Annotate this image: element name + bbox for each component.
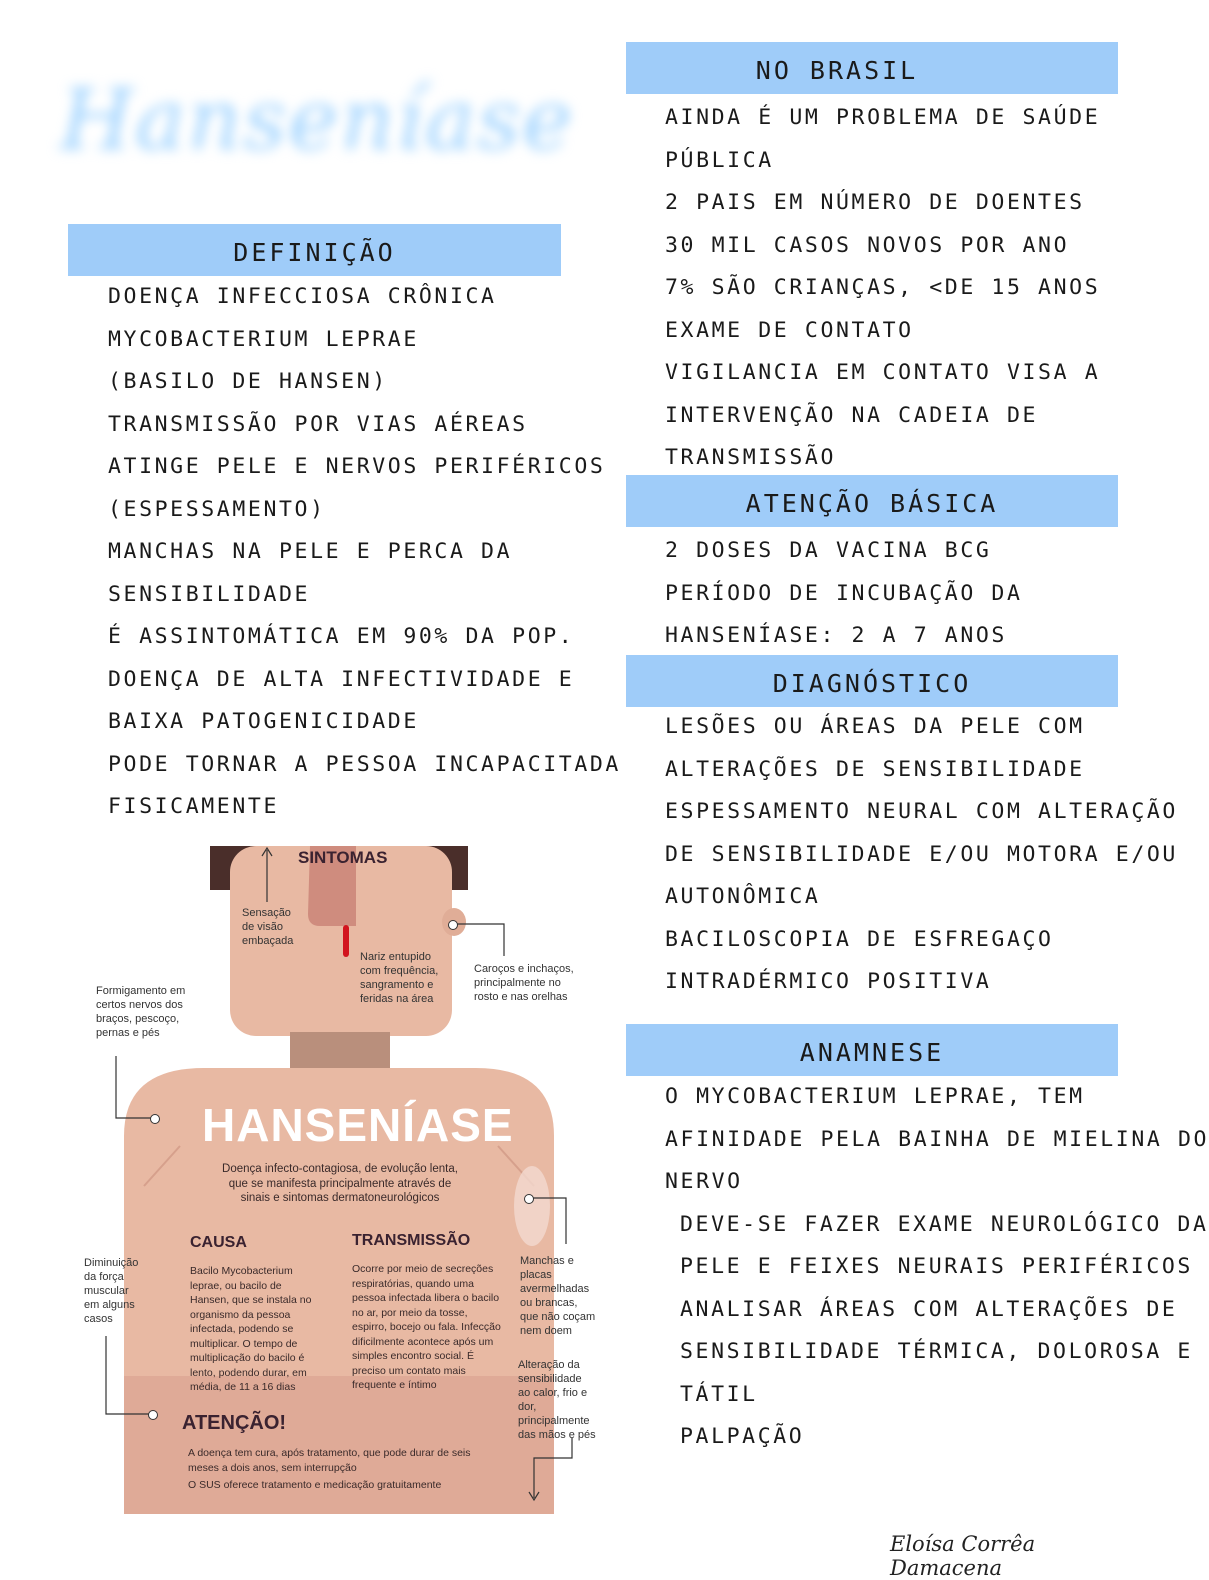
- list-item: (BASILO DE HANSEN): [108, 369, 388, 394]
- list-item: SENSIBILIDADE TÉRMICA, DOLOROSA E: [680, 1339, 1193, 1364]
- causa-title: CAUSA: [190, 1234, 247, 1251]
- diagnostico-header: DIAGNÓSTICO: [626, 655, 1118, 707]
- hanseniase-title: HANSENÍASE: [202, 1099, 514, 1151]
- list-item: DE SENSIBILIDADE E/OU MOTORA E/OU: [665, 841, 1178, 867]
- formigamento-label: Formigamento em certos nervos dos braços, pescoço, pernas e pés: [96, 985, 186, 1039]
- atencao-basica-list: [665, 530, 1023, 658]
- diagnostico-list: [665, 706, 1178, 1004]
- list-item: TÁTIL: [680, 1381, 758, 1407]
- list-item: DEVE-SE FAZER EXAME NEUROLÓGICO DA: [680, 1211, 1209, 1237]
- list-item: FISICAMENTE: [108, 794, 279, 819]
- list-item: PERÍODO DE INCUBAÇÃO DA: [665, 580, 1023, 606]
- transmissao-title: TRANSMISSÃO: [352, 1232, 471, 1249]
- visao-label: Sensação de visão embaçada: [242, 907, 294, 947]
- list-item: 2 PAIS EM NÚMERO DE DOENTES: [665, 190, 1085, 215]
- list-item: 30 MIL CASOS NOVOS POR ANO: [665, 232, 1070, 258]
- list-item: ALTERAÇÕES DE SENSIBILIDADE: [665, 756, 1085, 782]
- causa-text: Bacilo Mycobacterium leprae, ou bacilo de Hansen, que se instala no organismo da pessoa infectada, podendo se multiplicar. O tempo de multiplicação do bacilo é lento, podendo durar, em média, de 11 a 16 dias: [190, 1265, 312, 1393]
- list-item: DOENÇA DE ALTA INFECTIVIDADE E: [108, 666, 575, 692]
- list-item: MYCOBACTERIUM LEPRAE: [108, 326, 419, 352]
- list-item: PELE E FEIXES NEURAIS PERIFÉRICOS: [680, 1254, 1193, 1279]
- list-item: AINDA É UM PROBLEMA DE SAÚDE: [665, 105, 1101, 130]
- list-item: ANALISAR ÁREAS COM ALTERAÇÕES DE: [680, 1296, 1178, 1322]
- nariz-label: Nariz entupido com frequência, sangramento e feridas na área: [360, 951, 439, 1005]
- anamnese-list: [665, 1076, 1209, 1459]
- list-item: AUTONÔMICA: [665, 884, 821, 909]
- list-item: 7% SÃO CRIANÇAS, <DE 15 ANOS: [665, 275, 1101, 300]
- list-item: INTERVENÇÃO NA CADEIA DE: [665, 402, 1039, 428]
- list-item: PODE TORNAR A PESSOA INCAPACITADA: [108, 751, 621, 777]
- sintomas-label: SINTOMAS: [298, 848, 388, 867]
- anamnese-header: ANAMNESE: [626, 1024, 1118, 1076]
- definicao-list: [108, 276, 621, 829]
- marker-dot: [150, 1114, 160, 1124]
- transmissao-text: Ocorre por meio de secreções respiratórias, quando uma pessoa infectada libera o bacilo no ar, por meio da tosse, espirro, bocejo ou fala. Infecção dificilmente acontece após um simples encontro social. É preciso um contato mais frequente e íntimo: [352, 1263, 501, 1391]
- brasil-list: [665, 97, 1100, 480]
- atencao-text-1: A doença tem cura, após tratamento, que pode durar de seis meses a dois anos, sem interrupção: [188, 1447, 471, 1474]
- list-item: MANCHAS NA PELE E PERCA DA: [108, 539, 513, 564]
- page-title: Hanseníase: [60, 71, 575, 169]
- author-signature: Eloísa Corrêa Damacena: [890, 1532, 1036, 1580]
- hanseniase-infographic: [84, 846, 596, 1518]
- alteracao-label: Alteração da sensibilidade ao calor, frio e dor, principalmente das mãos e pés: [518, 1359, 596, 1441]
- marker-dot: [148, 1410, 158, 1420]
- list-item: PALPAÇÃO: [680, 1424, 805, 1449]
- hanseniase-subtitle: Doença infecto-contagiosa, de evolução lenta, que se manifesta principalmente através de sinais e sintomas dermatoneurológicos: [222, 1163, 458, 1204]
- list-item: 2 DOSES DA VACINA BCG: [665, 538, 992, 563]
- list-item: (ESPESSAMENTO): [108, 496, 326, 522]
- carocos-label: Caroços e inchaços, principalmente no rosto e nas orelhas: [474, 963, 574, 1003]
- list-item: PÚBLICA: [665, 147, 774, 173]
- list-item: ESPESSAMENTO NEURAL COM ALTERAÇÃO: [665, 799, 1178, 824]
- list-item: TRANSMISSÃO: [665, 445, 836, 470]
- list-item: SENSIBILIDADE: [108, 581, 311, 607]
- list-item: É ASSINTOMÁTICA EM 90% DA POP.: [108, 624, 575, 649]
- list-item: ATINGE PELE E NERVOS PERIFÉRICOS: [108, 454, 606, 479]
- list-item: VIGILANCIA EM CONTATO VISA A: [665, 360, 1101, 385]
- list-item: AFINIDADE PELA BAINHA DE MIELINA DO: [665, 1126, 1209, 1152]
- marker-dot: [524, 1194, 534, 1204]
- atencao-basica-header: ATENÇÃO BÁSICA: [626, 475, 1118, 527]
- list-item: BACILOSCOPIA DE ESFREGAÇO: [665, 926, 1054, 952]
- atencao-title: ATENÇÃO!: [182, 1412, 287, 1434]
- list-item: HANSENÍASE: 2 A 7 ANOS: [665, 623, 1007, 648]
- list-item: O MYCOBACTERIUM LEPRAE, TEM: [665, 1084, 1085, 1109]
- list-item: INTRADÉRMICO POSITIVA: [665, 969, 992, 994]
- list-item: DOENÇA INFECCIOSA CRÔNICA: [108, 284, 497, 309]
- list-item: TRANSMISSÃO POR VIAS AÉREAS: [108, 411, 528, 437]
- list-item: NERVO: [665, 1169, 743, 1194]
- brasil-header: NO BRASIL: [626, 42, 1118, 94]
- list-item: LESÕES OU ÁREAS DA PELE COM: [665, 714, 1085, 739]
- definicao-header: DEFINIÇÃO: [68, 224, 561, 276]
- atencao-text-2: O SUS oferece tratamento e medicação gratuitamente: [188, 1479, 442, 1491]
- diminuicao-label: Diminuição da força muscular em alguns casos: [84, 1257, 139, 1325]
- list-item: EXAME DE CONTATO: [665, 317, 914, 343]
- list-item: BAIXA PATOGENICIDADE: [108, 709, 419, 734]
- manchas-label: Manchas e placas avermelhadas ou brancas, que não coçam nem doem: [520, 1255, 596, 1337]
- marker-dot: [448, 920, 458, 930]
